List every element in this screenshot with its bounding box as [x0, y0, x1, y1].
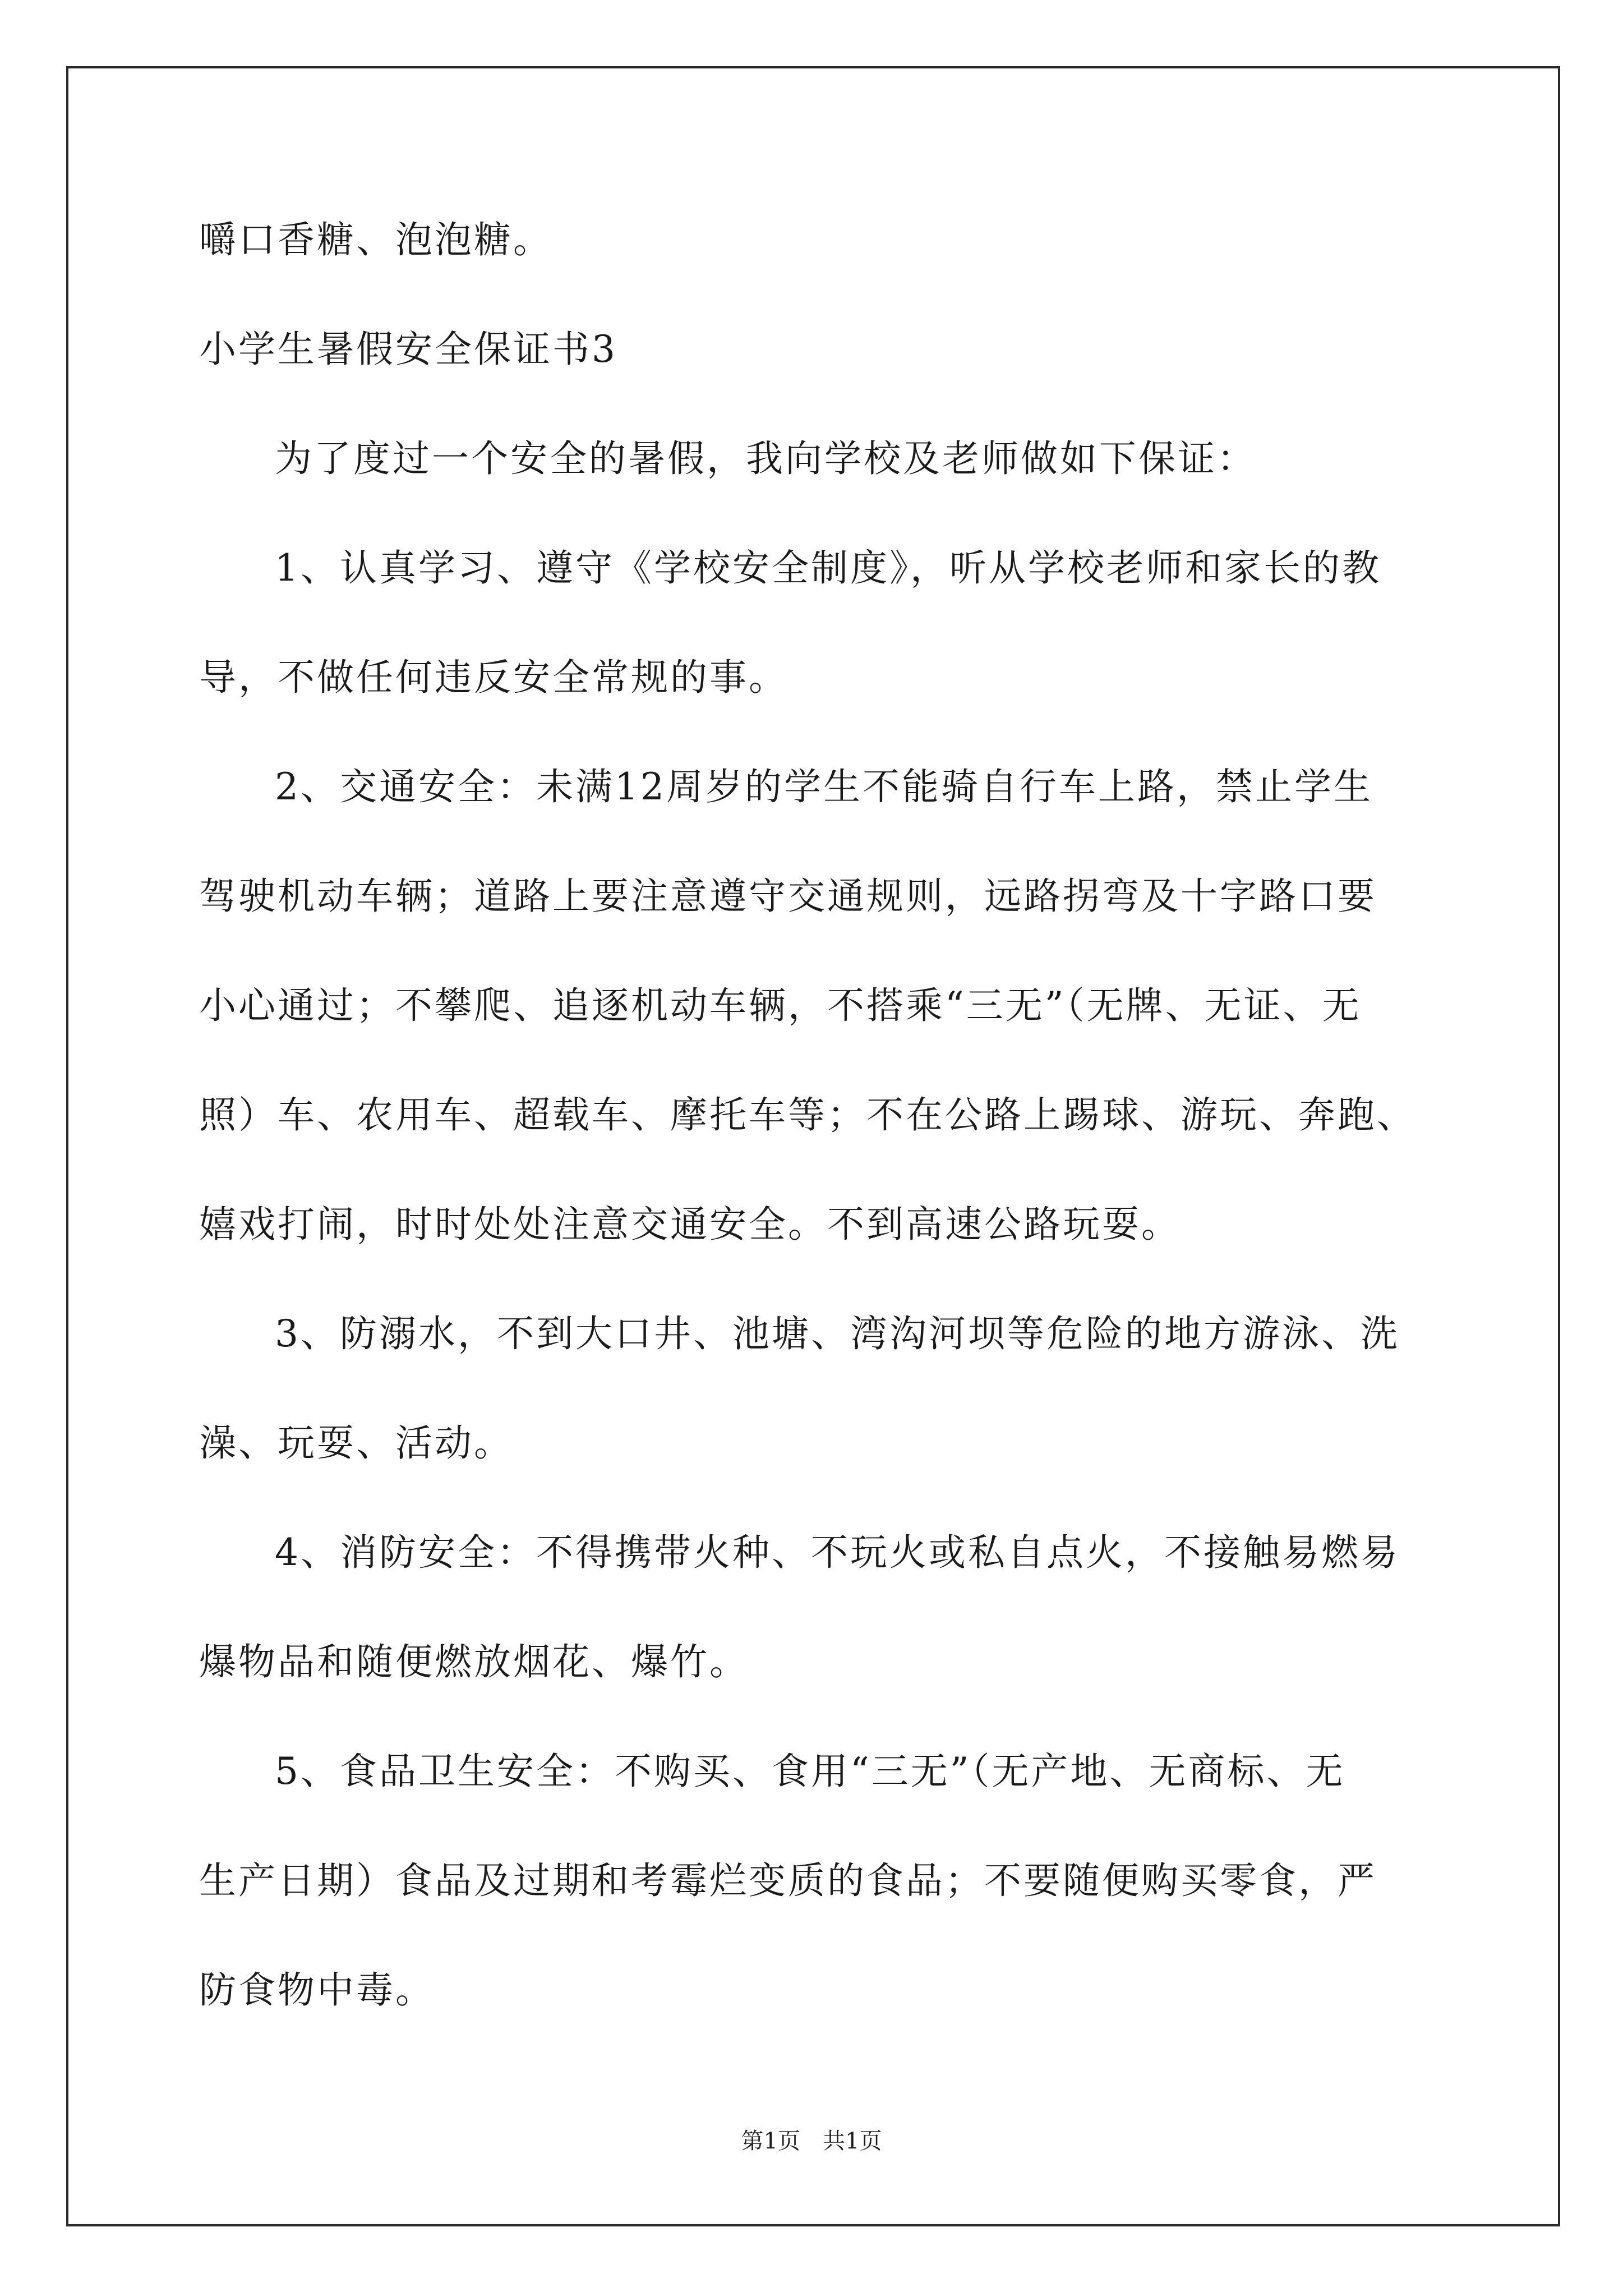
- text-line-item2-c: 小心通过；不攀爬、追逐机动车辆，不搭乘“三无”（无牌、无证、无: [199, 984, 1362, 1027]
- page-footer: [0, 2123, 1623, 2155]
- page-number: 第1页: [741, 2128, 800, 2154]
- section-title: 小学生暑假安全保证书3: [199, 328, 617, 371]
- text-line-item2-a: 2、交通安全：未满12周岁的学生不能骑自行车上路，禁止学生: [275, 765, 1373, 808]
- text-line-item2-e: 嬉戏打闹，时时处处注意交通安全。不到高速公路玩耍。: [199, 1203, 1181, 1246]
- page-border: [66, 66, 1560, 2226]
- text-line-item5-b: 生产日期）食品及过期和考霉烂变质的食品；不要随便购买零食，严: [199, 1859, 1377, 1902]
- text-line-item4-b: 爆物品和随便燃放烟花、爆竹。: [199, 1640, 749, 1683]
- text-line-item3-a: 3、防溺水，不到大口井、池塘、湾沟河坝等危险的地方游泳、洗: [275, 1312, 1400, 1355]
- text-line-item2-b: 驾驶机动车辆；道路上要注意遵守交通规则，远路拐弯及十字路口要: [199, 875, 1377, 918]
- text-line-item2-d: 照）车、农用车、超载车、摩托车等；不在公路上踢球、游玩、奔跑、: [199, 1093, 1416, 1137]
- text-line-1: 嚼口香糖、泡泡糖。: [199, 218, 552, 261]
- text-line-item5-c: 防食物中毒。: [199, 1968, 435, 2012]
- text-line-item4-a: 4、消防安全：不得携带火种、不玩火或私自点火，不接触易燃易: [275, 1531, 1400, 1574]
- text-line-item3-b: 澡、玩耍、活动。: [199, 1421, 513, 1465]
- page-total: 共1页: [823, 2128, 882, 2154]
- text-line-item1-b: 导，不做任何违反安全常规的事。: [199, 656, 788, 699]
- text-line-item5-a: 5、食品卫生安全：不购买、食用“三无”（无产地、无商标、无: [275, 1750, 1345, 1793]
- text-line-intro: 为了度过一个安全的暑假，我向学校及老师做如下保证：: [275, 437, 1256, 480]
- text-line-item1-a: 1、认真学习、遵守《学校安全制度》，听从学校老师和家长的教: [275, 546, 1381, 590]
